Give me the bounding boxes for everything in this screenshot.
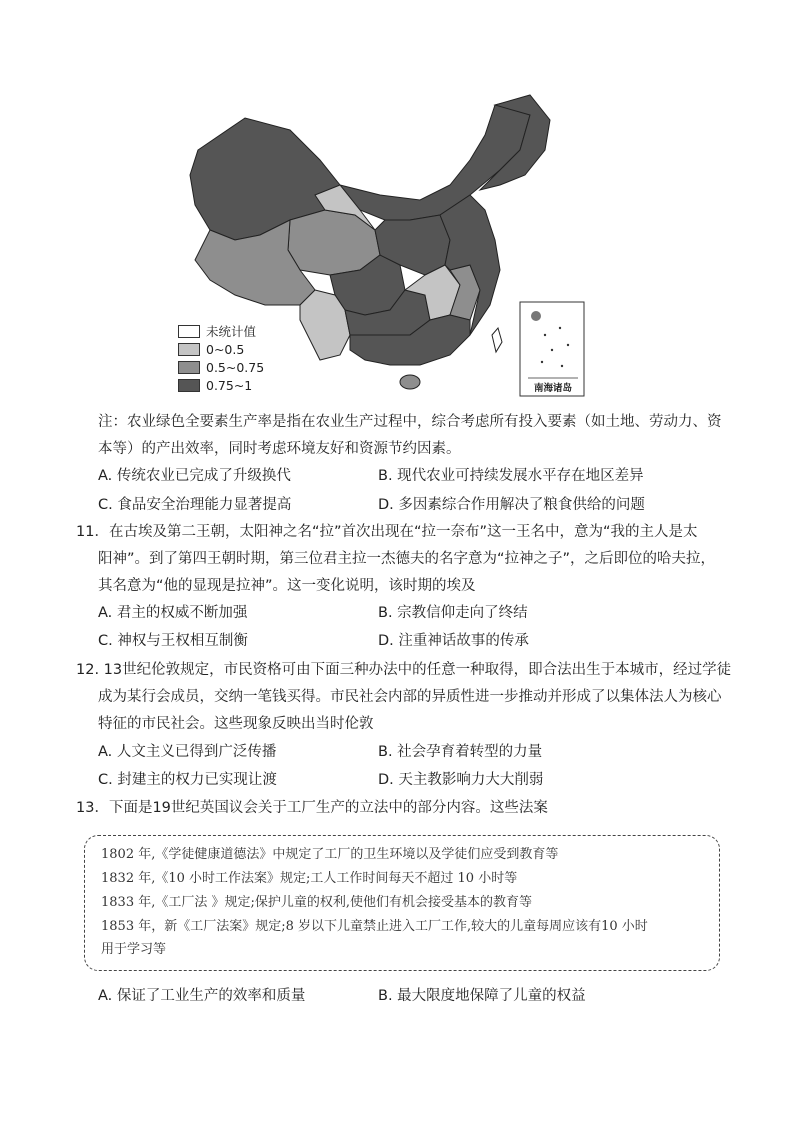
- legend-item: [178, 340, 264, 358]
- q13-option-a[interactable]: A. 保证了工业生产的效率和质量: [98, 988, 306, 1004]
- map-legend: [178, 322, 264, 394]
- legend-label: 0~0.5: [206, 341, 245, 357]
- q11-option-c[interactable]: C. 神权与王权相互制衡: [98, 633, 248, 649]
- q11-option-a[interactable]: A. 君主的权威不断加强: [98, 605, 248, 621]
- q10-option-a[interactable]: A. 传统农业已完成了升级换代: [98, 468, 291, 484]
- region-north: [340, 100, 530, 220]
- q12-stem-line2: 成为某行会成员，交纳一笔钱买得。市民社会内部的异质性进一步推动并形成了以集体法人为核心: [98, 689, 722, 705]
- legend-label: 未统计值: [206, 324, 257, 339]
- legend-label: 0.75~1: [206, 377, 253, 393]
- q10-note-line2: 本等）的产出效率，同时考虑环境友好和资源节约因素。: [98, 441, 461, 457]
- q12-stem-line3: 特征的市民社会。这些现象反映出当时伦敦: [98, 716, 374, 732]
- inset-label: 南海诸岛: [533, 383, 572, 394]
- region-hainan: [400, 375, 420, 389]
- q10-option-d[interactable]: D. 多因素综合作用解决了粮食供给的问题: [378, 497, 645, 513]
- legend-swatch: [178, 343, 200, 356]
- legend-swatch: [178, 325, 200, 338]
- legend-swatch: [178, 361, 200, 374]
- q11-stem-line3: 其名意为“他的显现是拉神”。这一变化说明，该时期的埃及: [98, 578, 476, 594]
- legend-label: 0.5~0.75: [206, 359, 265, 375]
- law-line-1833: 1833 年,《工厂法 》规定;保护儿童的权利,使他们有机会接受基本的教育等: [101, 895, 532, 910]
- q12-stem-line1: 12. 13世纪伦敦规定，市民资格可由下面三种办法中的任意一种取得，即合法出生于本城市，经过学徒: [76, 662, 732, 678]
- legend-item: [178, 358, 264, 376]
- law-line-1802: 1802 年,《学徒健康道德法》中规定了工厂的卫生环境以及学徒们应受到教育等: [101, 847, 559, 862]
- q11-option-b[interactable]: B. 宗教信仰走向了终结: [378, 605, 528, 621]
- q12-option-c[interactable]: C. 封建主的权力已实现让渡: [98, 772, 277, 788]
- law-line-1853-cont: 用于学习等: [101, 942, 167, 957]
- region-taiwan: [492, 328, 502, 352]
- legend-item: [178, 322, 264, 340]
- q10-note-line1: 注：农业绿色全要素生产率是指在农业生产过程中，综合考虑所有投入要素（如土地、劳动力、资: [98, 414, 722, 430]
- q11-option-d[interactable]: D. 注重神话故事的传承: [378, 633, 529, 649]
- q11-stem-line1: 11．在古埃及第二王朝，太阳神之名“拉”首次出现在“拉一奈布”这一王名中，意为“我的主人是太: [76, 524, 698, 540]
- china-map-figure: [150, 90, 620, 400]
- law-line-1853: 1853 年，新《工厂法案》规定;8 岁以下儿童禁止进入工厂工作,较大的儿童每周应该有10 小时: [101, 919, 648, 934]
- legend-swatch: [178, 379, 200, 392]
- law-line-1832: 1832 年,《10 小时工作法案》规定;工人工作时间每天不超过 10 小时等: [101, 871, 518, 886]
- law-excerpt-box: [84, 835, 720, 971]
- q12-option-d[interactable]: D. 天主教影响力大大削弱: [378, 772, 544, 788]
- q11-stem-line2: 阳神”。到了第四王朝时期，第三位君主拉一杰德夫的名字意为“拉神之子”，之后即位的哈夫拉，: [98, 551, 716, 567]
- legend-item: [178, 376, 264, 394]
- q12-option-a[interactable]: A. 人文主义已得到广泛传播: [98, 744, 277, 760]
- q12-option-b[interactable]: B. 社会孕育着转型的力量: [378, 744, 543, 760]
- q10-option-b[interactable]: B. 现代农业可持续发展水平存在地区差异: [378, 468, 644, 484]
- q13-option-b[interactable]: B. 最大限度地保障了儿童的权益: [378, 988, 586, 1004]
- q10-option-c[interactable]: C. 食品安全治理能力显著提高: [98, 497, 292, 513]
- q13-stem-line1: 13．下面是19世纪英国议会关于工厂生产的立法中的部分内容。这些法案: [76, 800, 548, 816]
